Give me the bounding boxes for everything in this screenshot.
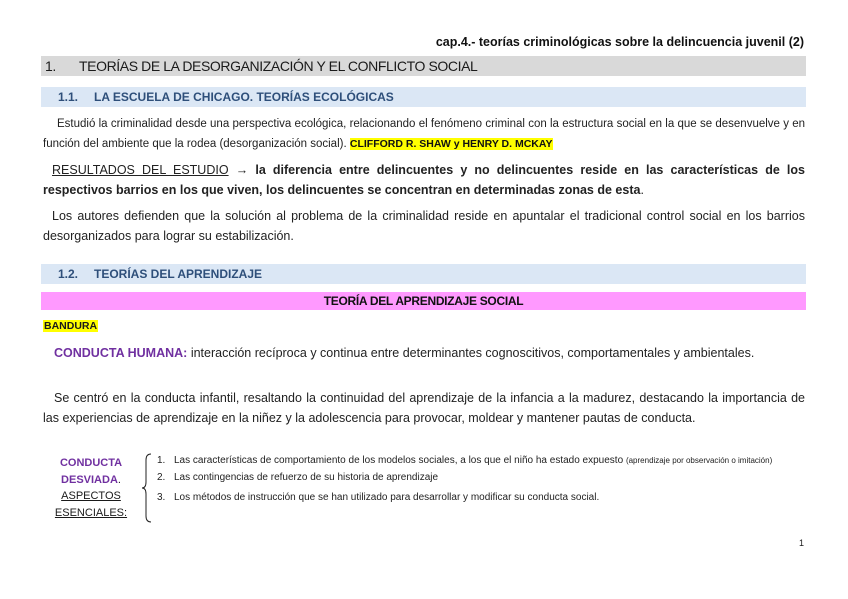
list-item: 2. Las contingencias de refuerzo de su historia de aprendizaje — [157, 472, 439, 483]
author-label-bandura: BANDURA — [44, 320, 98, 332]
section-number: 1. — [45, 58, 56, 74]
deviant-label-line2-wrap: DESVIADA. — [61, 473, 121, 486]
human-conduct-label: CONDUCTA HUMANA: — [54, 346, 188, 360]
page-number: 1 — [798, 538, 804, 548]
curly-brace-icon — [140, 452, 154, 524]
subsection-number: 1.2. — [58, 267, 79, 281]
paragraph-solution: Los autores defienden que la solución al problema de la criminalidad reside en apuntalar el tradicional control social en los barrios desorganizados para lograr su estabilización. — [43, 209, 805, 243]
deviant-label-line1: CONDUCTA — [59, 457, 123, 469]
aspects-label: ASPECTOS — [61, 490, 121, 502]
section-heading-1 — [41, 56, 806, 76]
paragraph-chicago — [43, 114, 805, 154]
subsection-number: 1.1. — [58, 90, 79, 104]
paragraph-results: RESULTADOS DEL ESTUDIO → la diferencia entre delincuentes y no delincuentes reside en las características de los respectivos barrios en los que viven, los delincuentes se concentran en determinadas zonas de esta. — [43, 163, 805, 197]
subsection-heading-1-1 — [41, 87, 806, 107]
deviant-label-line2: DESVIADA — [61, 473, 118, 486]
human-conduct-text: interacción recíproca y continua entre determinantes cognoscitivos, comportamentales y ambientales. — [190, 346, 755, 360]
paragraph-childhood: Se centró en la conducta infantil, resaltando la continuidad del aprendizaje de la infancia a la madurez, destacando la importancia de las experiencias de aprendizaje en la niñez y la adolescencia para provocar, moldear y mantener pautas de conducta. — [43, 391, 805, 425]
list-item-note: (aprendizaje por observación o imitación) — [625, 456, 773, 465]
subsection-heading-1-2 — [41, 264, 806, 284]
results-text: la diferencia entre delincuentes y no delincuentes reside en las características de los respectivos barrios en los que viven, los delincuentes se concentran en determinadas zonas de esta — [43, 163, 805, 197]
deviant-conduct-block — [44, 455, 138, 521]
authors-highlight: CLIFFORD R. SHAW y HENRY D. MCKAY — [349, 138, 553, 150]
paragraph-text: Estudió la criminalidad desde una perspectiva ecológica, relacionando el fenómeno criminal con la estructura social en la que se desenvuelve y en función del ambiente que la rodea (desorganización social). — [43, 118, 805, 150]
results-label: RESULTADOS DEL ESTUDIO — [52, 163, 229, 177]
essentials-label: ESENCIALES: — [54, 506, 128, 519]
list-item: 1. Las características de comportamiento de los modelos sociales, a los que el niño ha estado expuesto (aprendizaje por observación o imitación) — [157, 455, 773, 466]
page-header: cap.4.- teorías criminológicas sobre la delincuencia juvenil (2) — [435, 35, 804, 49]
subsection-title: TEORÍAS DEL APRENDIZAJE — [94, 267, 263, 281]
arrow-icon: → — [235, 163, 249, 177]
theory-title-bar: TEORÍA DEL APRENDIZAJE SOCIAL — [41, 292, 806, 310]
essential-aspects-list — [157, 454, 807, 508]
paragraph-human-conduct — [43, 343, 805, 363]
subsection-title: LA ESCUELA DE CHICAGO. TEORÍAS ECOLÓGICAS — [94, 90, 394, 104]
section-title: TEORÍAS DE LA DESORGANIZACIÓN Y EL CONFLICTO SOCIAL — [79, 58, 478, 74]
list-item: 3. Los métodos de instrucción que se han utilizado para desarrollar y modificar su conducta social. — [157, 492, 600, 503]
